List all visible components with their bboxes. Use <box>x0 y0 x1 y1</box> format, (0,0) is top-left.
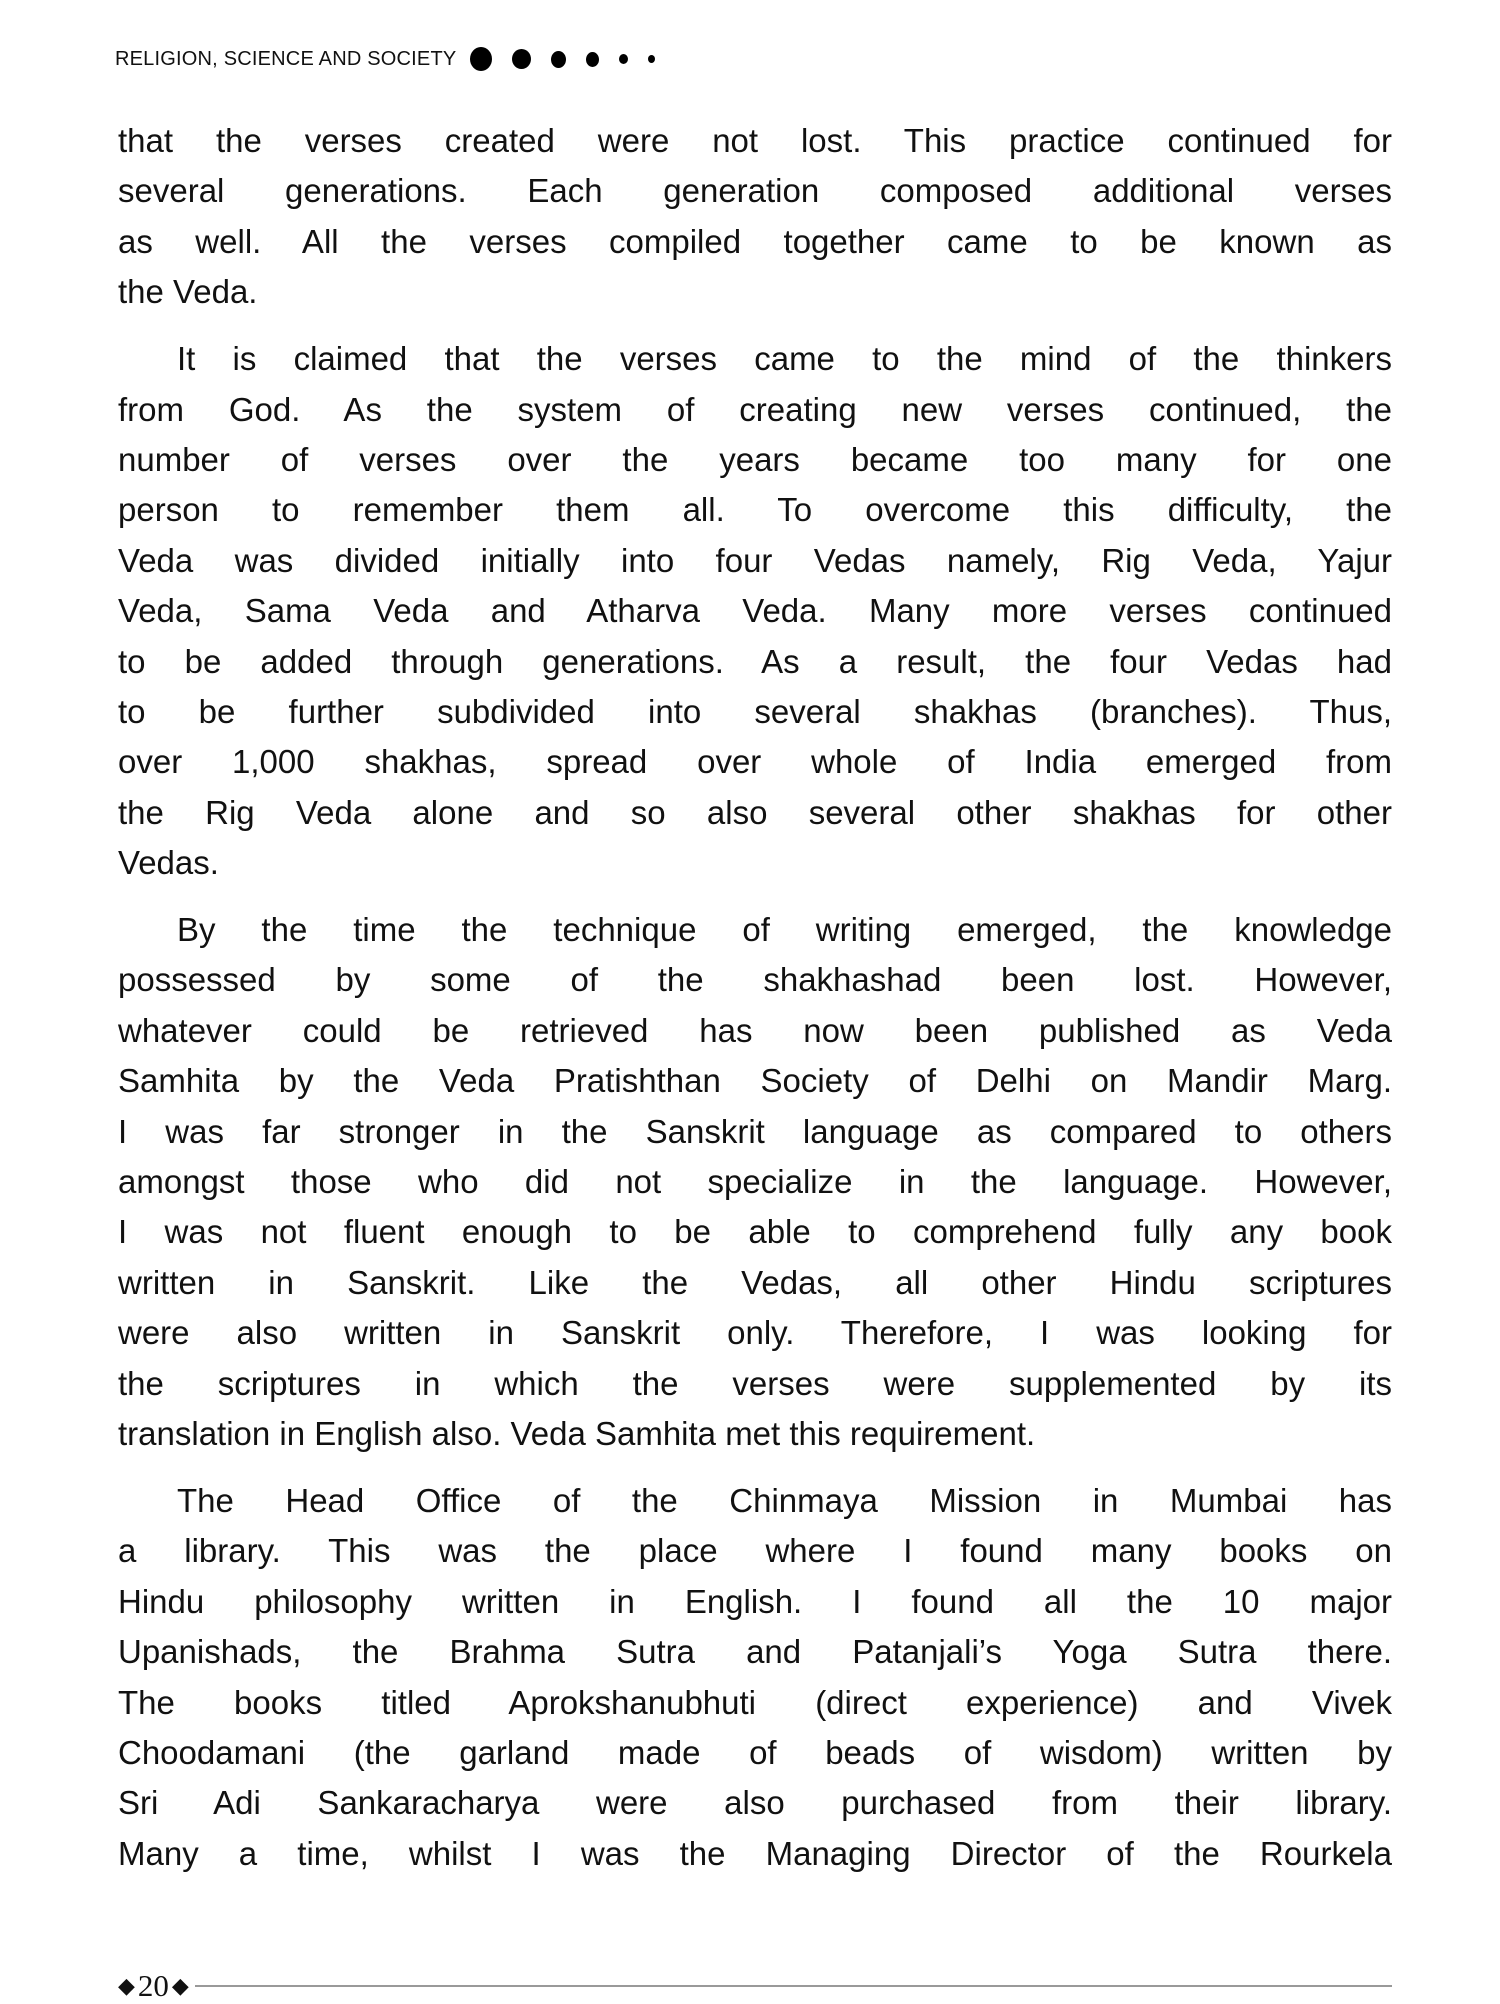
text-line: the Rig Veda alone and so also several other shakhas for other <box>118 793 1392 831</box>
text-line: from God. As the system of creating new verses continued, the <box>118 390 1392 428</box>
text-line: Vedas. <box>118 844 219 882</box>
diamond-icon: ◆ <box>171 1973 189 1998</box>
text-line: the Veda. <box>118 273 258 311</box>
text-line: The books titled Aprokshanubhuti (direct experience) and Vivek <box>118 1683 1392 1721</box>
text-line: over 1,000 shakhas, spread over whole of India emerged from <box>118 743 1392 781</box>
footer-rule <box>195 1985 1392 1987</box>
text-line: were also written in Sanskrit only. Therefore, I was looking for <box>118 1314 1392 1352</box>
text-line: a library. This was the place where I found many books on <box>118 1532 1392 1570</box>
text-line: Hindu philosophy written in English. I found all the 10 major <box>118 1582 1392 1620</box>
text-line: person to remember them all. To overcome this difficulty, the <box>118 491 1392 529</box>
page-footer <box>118 1968 1392 2004</box>
text-line: written in Sanskrit. Like the Vedas, all other Hindu scriptures <box>118 1263 1392 1301</box>
text-line: Upanishads, the Brahma Sutra and Patanjali’s Yoga Sutra there. <box>118 1633 1392 1671</box>
text-line: By the time the technique of writing emerged, the knowledge <box>177 911 1392 949</box>
text-line: Veda, Sama Veda and Atharva Veda. Many more verses continued <box>118 592 1392 630</box>
text-line: the scriptures in which the verses were supplemented by its <box>118 1364 1392 1402</box>
text-line: The Head Office of the Chinmaya Mission in Mumbai has <box>177 1481 1392 1519</box>
text-line: possessed by some of the shakhashad been lost. However, <box>118 961 1392 999</box>
text-line: I was not fluent enough to be able to comprehend fully any book <box>118 1213 1392 1251</box>
text-line: to be added through generations. As a result, the four Vedas had <box>118 642 1392 680</box>
paragraph <box>118 116 1392 318</box>
text-line: whatever could be retrieved has now been published as Veda <box>118 1011 1392 1049</box>
text-line: as well. All the verses compiled together came to be known as <box>118 222 1392 260</box>
paragraph <box>118 905 1392 1459</box>
paragraph <box>118 1476 1392 1879</box>
text-line: amongst those who did not specialize in the language. However, <box>118 1163 1392 1200</box>
text-line: Many a time, whilst I was the Managing Director of the Rourkela <box>118 1834 1392 1872</box>
text-line: that the verses created were not lost. This practice continued for <box>118 122 1392 159</box>
text-line: to be further subdivided into several shakhas (branches). Thus, <box>118 692 1392 730</box>
text-line: It is claimed that the verses came to the mind of the thinkers <box>177 340 1392 378</box>
body-text <box>118 116 1392 1896</box>
text-line: translation in English also. Veda Samhita met this requirement. <box>118 1414 1036 1452</box>
text-line: Choodamani (the garland made of beads of wisdom) written by <box>118 1733 1392 1771</box>
running-title: RELIGION, SCIENCE AND SOCIETY <box>115 47 457 70</box>
text-line: several generations. Each generation composed additional verses <box>118 172 1392 210</box>
diamond-icon: ◆ <box>118 1973 135 1998</box>
text-line: Sri Adi Sankaracharya were also purchased from their library. <box>118 1784 1392 1822</box>
page-number: 20 <box>137 1968 169 2003</box>
text-line: I was far stronger in the Sanskrit language as compared to others <box>118 1112 1392 1150</box>
text-line: Veda was divided initially into four Vedas namely, Rig Veda, Yajur <box>118 541 1392 579</box>
running-header <box>115 44 675 74</box>
text-line: number of verses over the years became too many for one <box>118 440 1392 478</box>
text-line: Samhita by the Veda Pratishthan Society of Delhi on Mandir Marg. <box>118 1062 1392 1100</box>
paragraph <box>118 334 1392 888</box>
dot-ornament-icon <box>470 47 675 71</box>
